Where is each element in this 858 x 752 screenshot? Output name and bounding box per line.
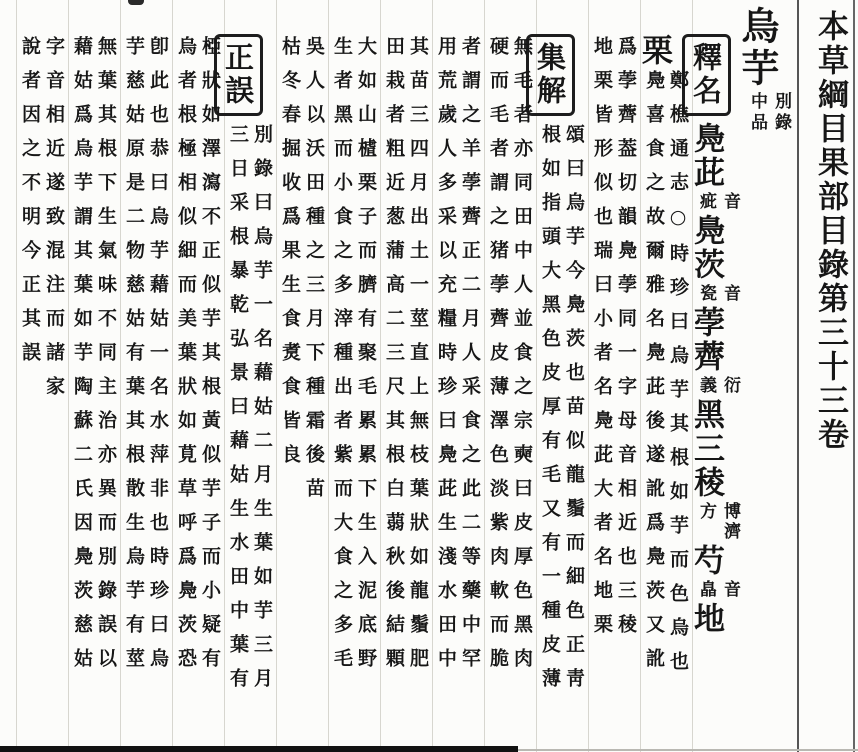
annotation-half-right: 鄭樵通志○時珍曰烏芋其根如芋而色烏也 bbox=[667, 70, 689, 685]
jijie-text-column bbox=[432, 0, 482, 752]
annotation-half-right: 大如山樝栗子而臍有聚毛累累下生入泥底野 bbox=[355, 36, 377, 682]
annotation-half-right: 爲荸薺葢切韻鳧荸同一字母音相近也三稜 bbox=[615, 36, 637, 648]
section-header-text: 正誤 bbox=[221, 42, 255, 108]
jijie-text-column bbox=[484, 0, 534, 752]
commentary-pair bbox=[382, 36, 430, 682]
annotation-half-left: 田栽者粗近葱蒲高二三尺其根白蒻秋後結顆 bbox=[383, 36, 405, 682]
annotation-half-left: 中品 bbox=[747, 92, 767, 134]
section-header-text: 集解 bbox=[533, 42, 567, 108]
inline-annotation bbox=[694, 502, 742, 542]
commentary-pair bbox=[18, 36, 66, 410]
annotation-half-left: 方 bbox=[696, 502, 716, 522]
annotation-half-left: 瓷 bbox=[696, 284, 716, 304]
commentary-pair bbox=[278, 36, 326, 512]
commentary-pair bbox=[538, 124, 586, 702]
commentary-pair bbox=[745, 92, 793, 134]
large-text: 栗 bbox=[636, 34, 672, 68]
large-text: 鳧茨 bbox=[688, 214, 724, 282]
large-text: 本草綱目果部目錄第三十三卷 bbox=[812, 10, 848, 452]
scan-artifact bbox=[128, 0, 144, 5]
zhengwu-text-column bbox=[68, 0, 118, 752]
jijie-section-column bbox=[533, 0, 586, 752]
large-text: 烏芋 bbox=[735, 6, 780, 90]
commentary-pair bbox=[330, 36, 378, 682]
zhengwu-text-column bbox=[172, 0, 222, 752]
zhengwu-text-column bbox=[16, 0, 66, 752]
commentary-pair bbox=[174, 36, 222, 682]
annotation-half-right: 音 bbox=[720, 192, 740, 212]
annotation-half-right: 吳人以沃田種之三月下種霜後苗 bbox=[303, 36, 325, 512]
annotation-half-right: 衍 bbox=[720, 376, 740, 396]
annotation-half-left: 皛 bbox=[696, 580, 716, 600]
annotation-half-right: 別錄 bbox=[771, 92, 791, 134]
annotation-half-right: 無毛者亦同田中人並食之宗奭曰皮厚色黑肉 bbox=[511, 36, 533, 682]
annotation-half-right: 字音相近遂致混注而諸家 bbox=[43, 36, 65, 410]
commentary-pair bbox=[70, 36, 118, 682]
large-text: 芍 bbox=[688, 544, 724, 578]
inline-annotation bbox=[694, 192, 742, 212]
annotation-half-left: 烏者根極相似細而美葉狀如莧草呼爲鳧茨恐 bbox=[175, 36, 197, 682]
inline-annotation bbox=[694, 376, 742, 396]
commentary-pair bbox=[122, 36, 170, 682]
large-text: 鳧茈 bbox=[688, 122, 724, 190]
zhengwu-text-column bbox=[120, 0, 170, 752]
commentary-pair bbox=[642, 70, 690, 685]
annotation-half-left: 枯冬春掘收爲果生食煑食皆良 bbox=[279, 36, 301, 478]
large-text: 荸薺 bbox=[688, 306, 724, 374]
page-bottom-edge-mark bbox=[0, 746, 518, 752]
annotation-half-left: 硬而毛者謂之猪荸薺皮薄澤色淡紫肉軟而脆 bbox=[487, 36, 509, 682]
annotation-half-left: 地栗皆形似也瑞曰小者名鳧茈大者名地栗 bbox=[591, 36, 613, 648]
commentary-pair bbox=[590, 36, 638, 648]
annotation-half-left: 生者黑而小食之多滓種出者紫而大食之多毛 bbox=[331, 36, 353, 682]
section-header-text: 釋名 bbox=[689, 42, 723, 108]
jijie-text-column bbox=[276, 0, 326, 752]
annotation-half-left: 義 bbox=[696, 376, 716, 396]
zhengwu-section-column bbox=[221, 0, 274, 752]
annotation-half-right: 音 bbox=[720, 284, 740, 304]
entry-heading-column bbox=[735, 0, 793, 752]
commentary-pair bbox=[434, 36, 482, 682]
jijie-text-column bbox=[380, 0, 430, 752]
annotation-half-right: 無葉其根下生氣味不同主治亦異而別錄誤以 bbox=[95, 36, 117, 682]
annotation-half-right: 別錄曰烏芋一名藉姑二月生葉如芋三月 bbox=[251, 124, 273, 702]
inline-annotation bbox=[694, 580, 742, 600]
annotation-half-right: 椏狀如澤瀉不正似芋其根黃似芋子而小疑有 bbox=[199, 36, 221, 682]
annotation-half-right: 卽此也恭曰烏芋藉姑一名水萍非也時珍曰烏 bbox=[147, 36, 169, 682]
jijie-text-column bbox=[328, 0, 378, 752]
annotation-half-left: 說者因之不明今正其誤 bbox=[19, 36, 41, 376]
annotation-half-left: 藉姑爲烏芋謂其葉如芋陶蘇二氏因鳧茨慈姑 bbox=[71, 36, 93, 682]
annotation-half-right: 者謂之羊荸薺正二月人采食之此二等藥中罕 bbox=[459, 36, 481, 682]
annotation-half-right: 其苗三四月出土一莖直上無枝葉狀如龍鬚肥 bbox=[407, 36, 429, 682]
annotation-half-right: 音 bbox=[720, 580, 740, 600]
shiming-text-column bbox=[636, 0, 690, 752]
annotation-half-left: 用荒歲人多采以充糧時珍曰鳧茈生淺水田中 bbox=[435, 36, 457, 682]
commentary-pair bbox=[226, 124, 274, 702]
volume-title-column bbox=[797, 0, 855, 752]
large-text: 黑三稜 bbox=[688, 398, 724, 500]
shiming-text-column bbox=[588, 0, 638, 752]
annotation-half-left: 三日采根暴乾弘景曰藉姑生水田中葉有 bbox=[227, 124, 249, 702]
commentary-pair bbox=[486, 36, 534, 682]
annotation-half-left: 鳧喜食之故爾雅名鳧茈後遂訛爲鳧茨又訛 bbox=[643, 70, 665, 682]
annotation-half-right: 博濟 bbox=[720, 502, 740, 542]
large-text: 地 bbox=[688, 602, 724, 636]
inline-annotation bbox=[694, 284, 742, 304]
annotation-half-left: 芋慈姑原是二物慈姑有葉其根散生烏芋有莖 bbox=[123, 36, 145, 682]
annotation-half-right: 頌曰烏芋今鳧茨也苗似龍鬚而細色正靑 bbox=[563, 124, 585, 702]
annotation-half-left: 根如指頭大黑色皮厚有毛又有一種皮薄 bbox=[539, 124, 561, 702]
annotation-half-left: 疵 bbox=[696, 192, 716, 212]
